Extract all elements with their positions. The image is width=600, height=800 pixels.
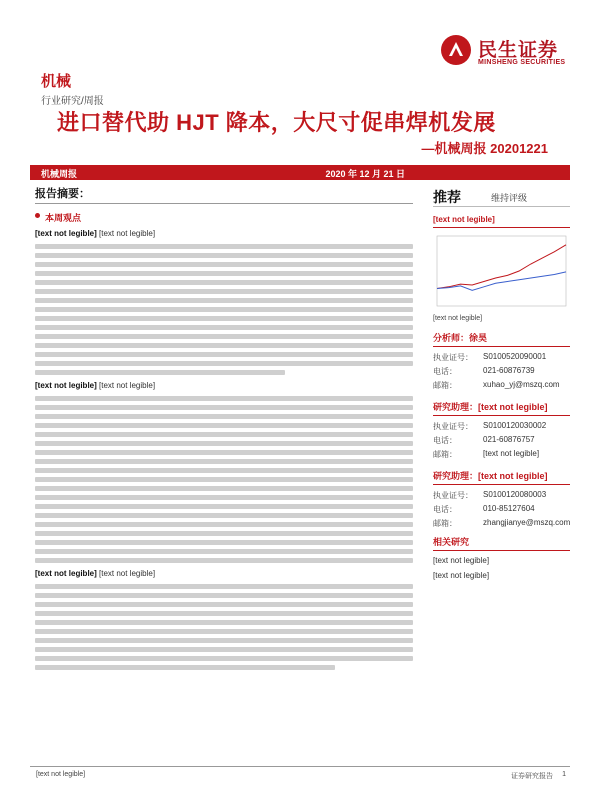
report-title: 进口替代助 HJT 降本，大尺寸促串焊机发展 (57, 110, 496, 135)
summary-paragraph (35, 567, 425, 580)
analyst-phone-row (433, 363, 570, 377)
field-value[interactable]: xuhao_yj@mszq.com (483, 380, 560, 389)
brand-name-cn: 民生证券 (478, 40, 559, 61)
analyst-phone-row (433, 501, 570, 515)
brand-mark-icon (440, 34, 472, 66)
section-heading: 本周观点 (35, 211, 425, 224)
band-series-label: 机械周报 (41, 169, 78, 179)
field-label: 邮箱： (433, 450, 457, 459)
paragraph-lead: [text not legible] (35, 381, 97, 390)
analyst-block (433, 331, 570, 391)
chart-title: [text not legible] (433, 215, 570, 228)
analyst-license-row (433, 418, 570, 432)
related-list (433, 554, 570, 582)
field-value: 021-60876739 (483, 366, 535, 375)
chart-series-line-1 (437, 272, 566, 290)
paragraph-body: [text not legible] (99, 569, 156, 578)
related-heading: 相关研究 (433, 535, 570, 551)
field-value: S0100120030002 (483, 421, 547, 430)
analyst-phone-row (433, 432, 570, 446)
chart-source: [text not legible] (433, 315, 483, 322)
analyst-heading: 分析师：徐昊 (433, 331, 570, 347)
field-value[interactable]: zhangjianye@mszq.com (483, 518, 571, 527)
paragraph-lead: [text not legible] (35, 229, 97, 238)
header-band (30, 165, 570, 180)
field-label: 电话： (433, 367, 457, 376)
field-value: 021-60876757 (483, 435, 535, 444)
footer-divider (30, 766, 570, 767)
analyst-block (433, 400, 570, 460)
field-label: 执业证号： (433, 422, 473, 431)
analyst-heading: 研究助理：[text not legible] (433, 469, 570, 485)
summary-heading: 报告摘要： (35, 185, 413, 204)
paragraph-body: [text not legible] (99, 381, 156, 390)
related-item[interactable]: [text not legible] (433, 556, 490, 565)
field-label: 电话： (433, 436, 457, 445)
paragraph-text-block (35, 396, 425, 563)
analyst-email-row (433, 515, 570, 529)
paragraph-body: [text not legible] (99, 229, 156, 238)
analyst-license-row (433, 349, 570, 363)
field-value[interactable]: [text not legible] (483, 449, 540, 458)
brand-logo (440, 34, 575, 68)
analyst-heading: 研究助理：[text not legible] (433, 400, 570, 416)
paragraph-text-block (35, 244, 425, 375)
analyst-email-row (433, 377, 570, 391)
page-number: 1 (562, 771, 566, 778)
analyst-email-row (433, 446, 570, 460)
analyst-license-row (433, 487, 570, 501)
summary-paragraph (35, 227, 425, 240)
brand-name-en: MINSHENG SECURITIES (478, 59, 566, 66)
paragraph-text-block (35, 584, 425, 670)
rating-label: 推荐 (433, 189, 461, 205)
footer-disclaimer: [text not legible] (36, 771, 86, 778)
field-label: 邮箱： (433, 381, 457, 390)
field-value: S0100120080003 (483, 490, 547, 499)
summary-paragraph (35, 379, 425, 392)
field-value: 010-85127604 (483, 504, 535, 513)
field-value: S0100520090001 (483, 352, 547, 361)
paragraph-lead: [text not legible] (35, 569, 97, 578)
field-label: 邮箱： (433, 519, 457, 528)
summary-column (35, 185, 425, 674)
report-subtitle: —机械周报 20201221 (421, 141, 548, 156)
field-label: 执业证号： (433, 353, 473, 362)
analyst-block (433, 469, 570, 529)
chart-plot (433, 232, 570, 312)
footer-label: 证券研究报告 (511, 773, 553, 780)
price-chart (433, 215, 570, 322)
related-research (433, 535, 570, 582)
report-category: 行业研究/周报 (41, 96, 104, 107)
rating-value: 维持评级 (491, 193, 528, 203)
chart-frame (437, 236, 566, 306)
rating-row (433, 185, 570, 207)
field-label: 电话： (433, 505, 457, 514)
related-item[interactable]: [text not legible] (433, 571, 490, 580)
industry-label: 机械 (41, 73, 72, 90)
field-label: 执业证号： (433, 491, 473, 500)
report-date: 2020 年 12 月 21 日 (325, 169, 405, 179)
sidebar-column (433, 185, 570, 584)
